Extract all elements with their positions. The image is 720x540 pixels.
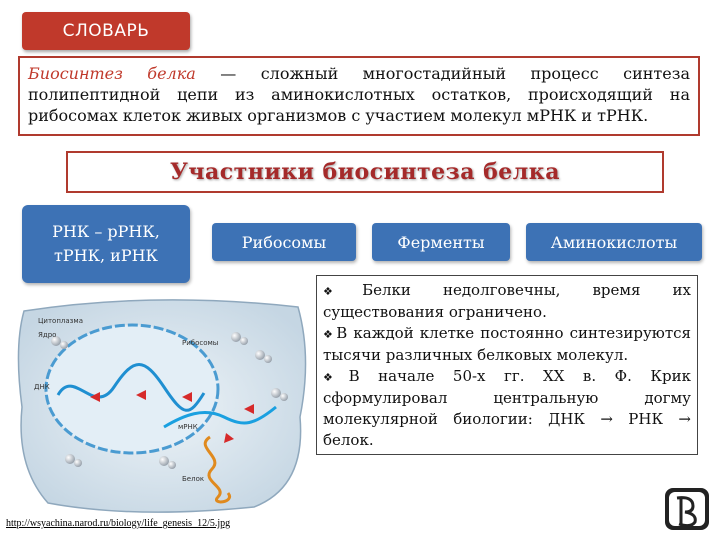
definition-text: — сложный многостадийный процесс синтеза полипептидной цепи из аминокислотных остатков, происходящий на рибосомах клеток живых организмов с участием молекул мРНК и тРНК. <box>28 64 690 125</box>
participants-heading <box>66 151 664 193</box>
participant-rna-line1: РНК – рРНК, <box>52 222 160 241</box>
label-mrna: мРНК <box>178 423 198 431</box>
label-cytoplasm: Цитоплазма <box>38 317 83 325</box>
dictionary-tag <box>22 12 190 50</box>
participant-ribosomes <box>212 223 356 261</box>
publisher-logo-icon <box>663 486 711 532</box>
participant-ribosomes-label: Рибосомы <box>241 232 327 252</box>
diamond-bullet-icon: ❖ <box>323 371 347 384</box>
participant-rna-line2: тРНК, иРНК <box>54 246 158 265</box>
participant-amino-acids <box>526 223 702 261</box>
dictionary-tag-label: СЛОВАРЬ <box>62 21 150 41</box>
label-ribosomes: Рибосомы <box>182 339 219 347</box>
diamond-bullet-icon: ❖ <box>323 328 335 341</box>
definition-term: Биосинтез белка <box>28 64 196 83</box>
participant-amino-acids-label: Аминокислоты <box>550 232 678 252</box>
definition-box <box>18 56 700 136</box>
label-dna: ДНК <box>34 383 50 391</box>
facts-box <box>316 275 698 455</box>
label-protein: Белок <box>182 475 205 483</box>
fact-item: ❖ Белки недолговечны, время их существования ограничено. <box>323 281 691 321</box>
participant-rna <box>22 205 190 283</box>
participant-enzymes-label: Ферменты <box>397 232 485 252</box>
label-nucleus: Ядро <box>38 331 57 339</box>
protein-synthesis-diagram <box>14 297 310 517</box>
fact-item: ❖ В каждой клетке постоянно синтезируются тысячи различных белковых молекул. <box>323 324 691 364</box>
participant-enzymes <box>372 223 510 261</box>
diamond-bullet-icon: ❖ <box>323 285 361 298</box>
fact-item: ❖ В начале 50-х гг. XX в. Ф. Крик сформулировал центральную догму молекулярной биологии: ДНК → РНК → белок. <box>323 367 691 449</box>
source-link[interactable]: http://wsyachina.narod.ru/biology/life_genesis_12/5.jpg <box>6 518 231 529</box>
participants-heading-text: Участники биосинтеза белка <box>170 159 560 185</box>
